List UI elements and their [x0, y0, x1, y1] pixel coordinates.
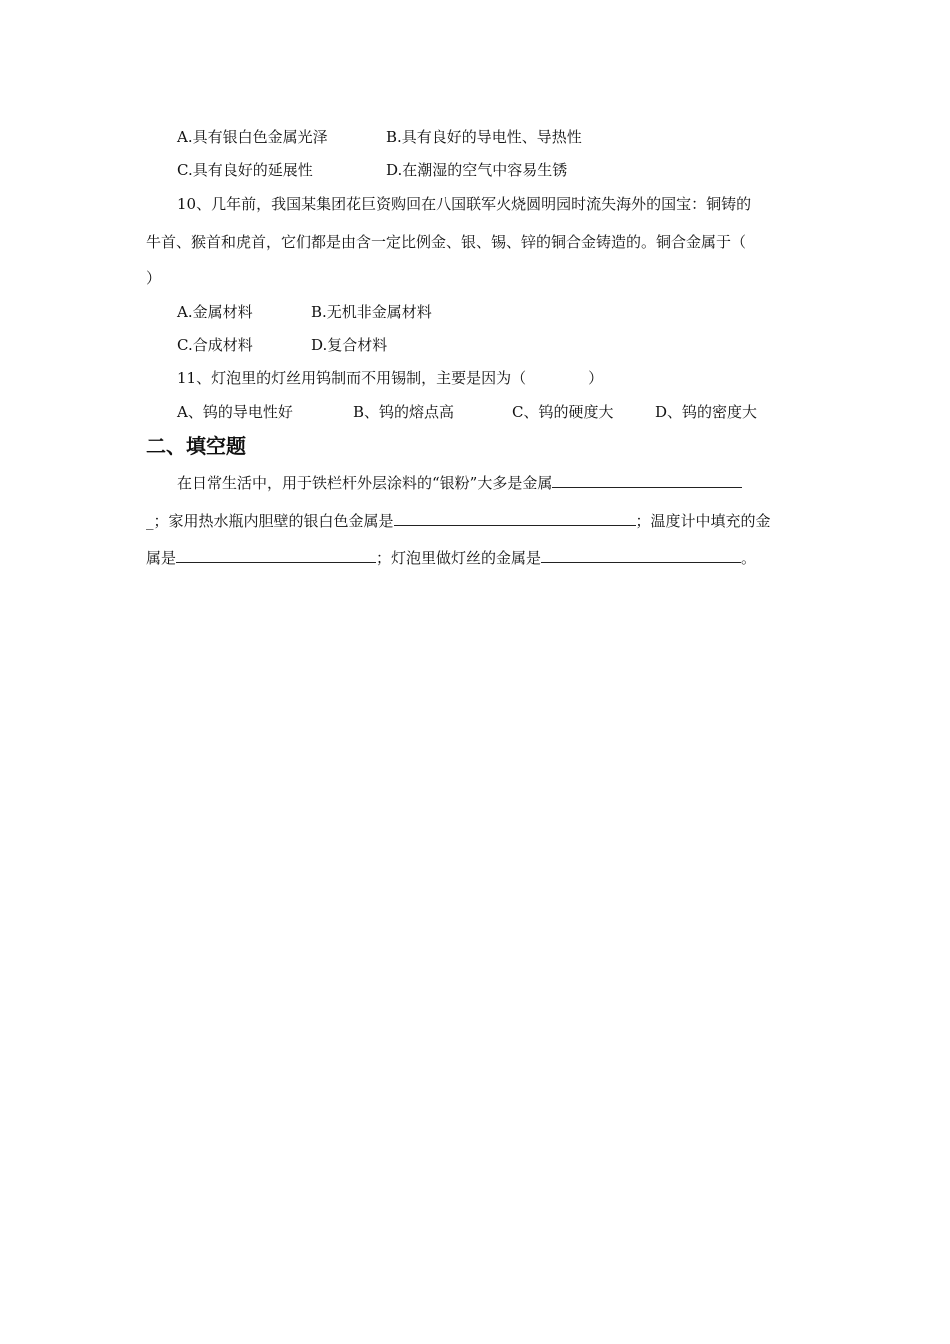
q11-stem	[177, 368, 603, 388]
q9-option-b[interactable]: B.具有良好的导电性、导热性	[386, 128, 582, 146]
q10-stem-line2: 牛首、猴首和虎首，它们都是由含一定比例金、银、锡、锌的铜合金铸造的。铜合金属于（	[146, 233, 747, 251]
q9-option-c[interactable]: C.具有良好的延展性	[177, 161, 313, 179]
blank-3[interactable]	[176, 547, 376, 563]
q11-option-d[interactable]: D、钨的密度大	[655, 403, 758, 421]
q10-option-a[interactable]: A.金属材料	[177, 303, 253, 321]
q10-option-d[interactable]: D.复合材料	[311, 336, 388, 354]
q9-option-d[interactable]: D.在潮湿的空气中容易生锈	[386, 161, 568, 179]
fill-line3-prefix: 属是	[146, 549, 177, 567]
q11-option-c[interactable]: C、钨的硬度大	[512, 403, 614, 421]
blank-4[interactable]	[541, 547, 741, 563]
q10-stem-line3: ）	[146, 269, 162, 287]
q11-stem-close: ）	[588, 369, 604, 387]
q10-stem-line1: 10、几年前，我国某集团花巨资购回在八国联军火烧圆明园时流失海外的国宝：铜铸的	[177, 195, 752, 213]
fill-line-2	[146, 510, 771, 531]
q11-option-a[interactable]: A、钨的导电性好	[177, 403, 293, 421]
q9-option-a[interactable]: A.具有银白色金属光泽	[177, 128, 328, 146]
q10-option-c[interactable]: C.合成材料	[177, 336, 253, 354]
q11-stem-text: 11、灯泡里的灯丝用钨制而不用锡制，主要是因为（	[177, 369, 527, 387]
fill-line3-end: 。	[741, 549, 757, 567]
fill-line2-prefix: _；家用热水瓶内胆壁的银白色金属是	[146, 512, 394, 530]
fill-line3-middle: ；灯泡里做灯丝的金属是	[376, 549, 542, 567]
fill-line-3	[146, 547, 756, 568]
q11-option-b[interactable]: B、钨的熔点高	[353, 403, 455, 421]
blank-1[interactable]	[552, 472, 742, 488]
section-heading: 二、填空题	[146, 434, 246, 458]
q10-option-b[interactable]: B.无机非金属材料	[311, 303, 432, 321]
blank-2[interactable]	[394, 510, 636, 526]
fill-line-1	[177, 472, 742, 493]
fill-line1-text: 在日常生活中，用于铁栏杆外层涂料的“银粉”大多是金属	[177, 474, 553, 492]
fill-line2-suffix: ；温度计中填充的金	[635, 512, 771, 530]
